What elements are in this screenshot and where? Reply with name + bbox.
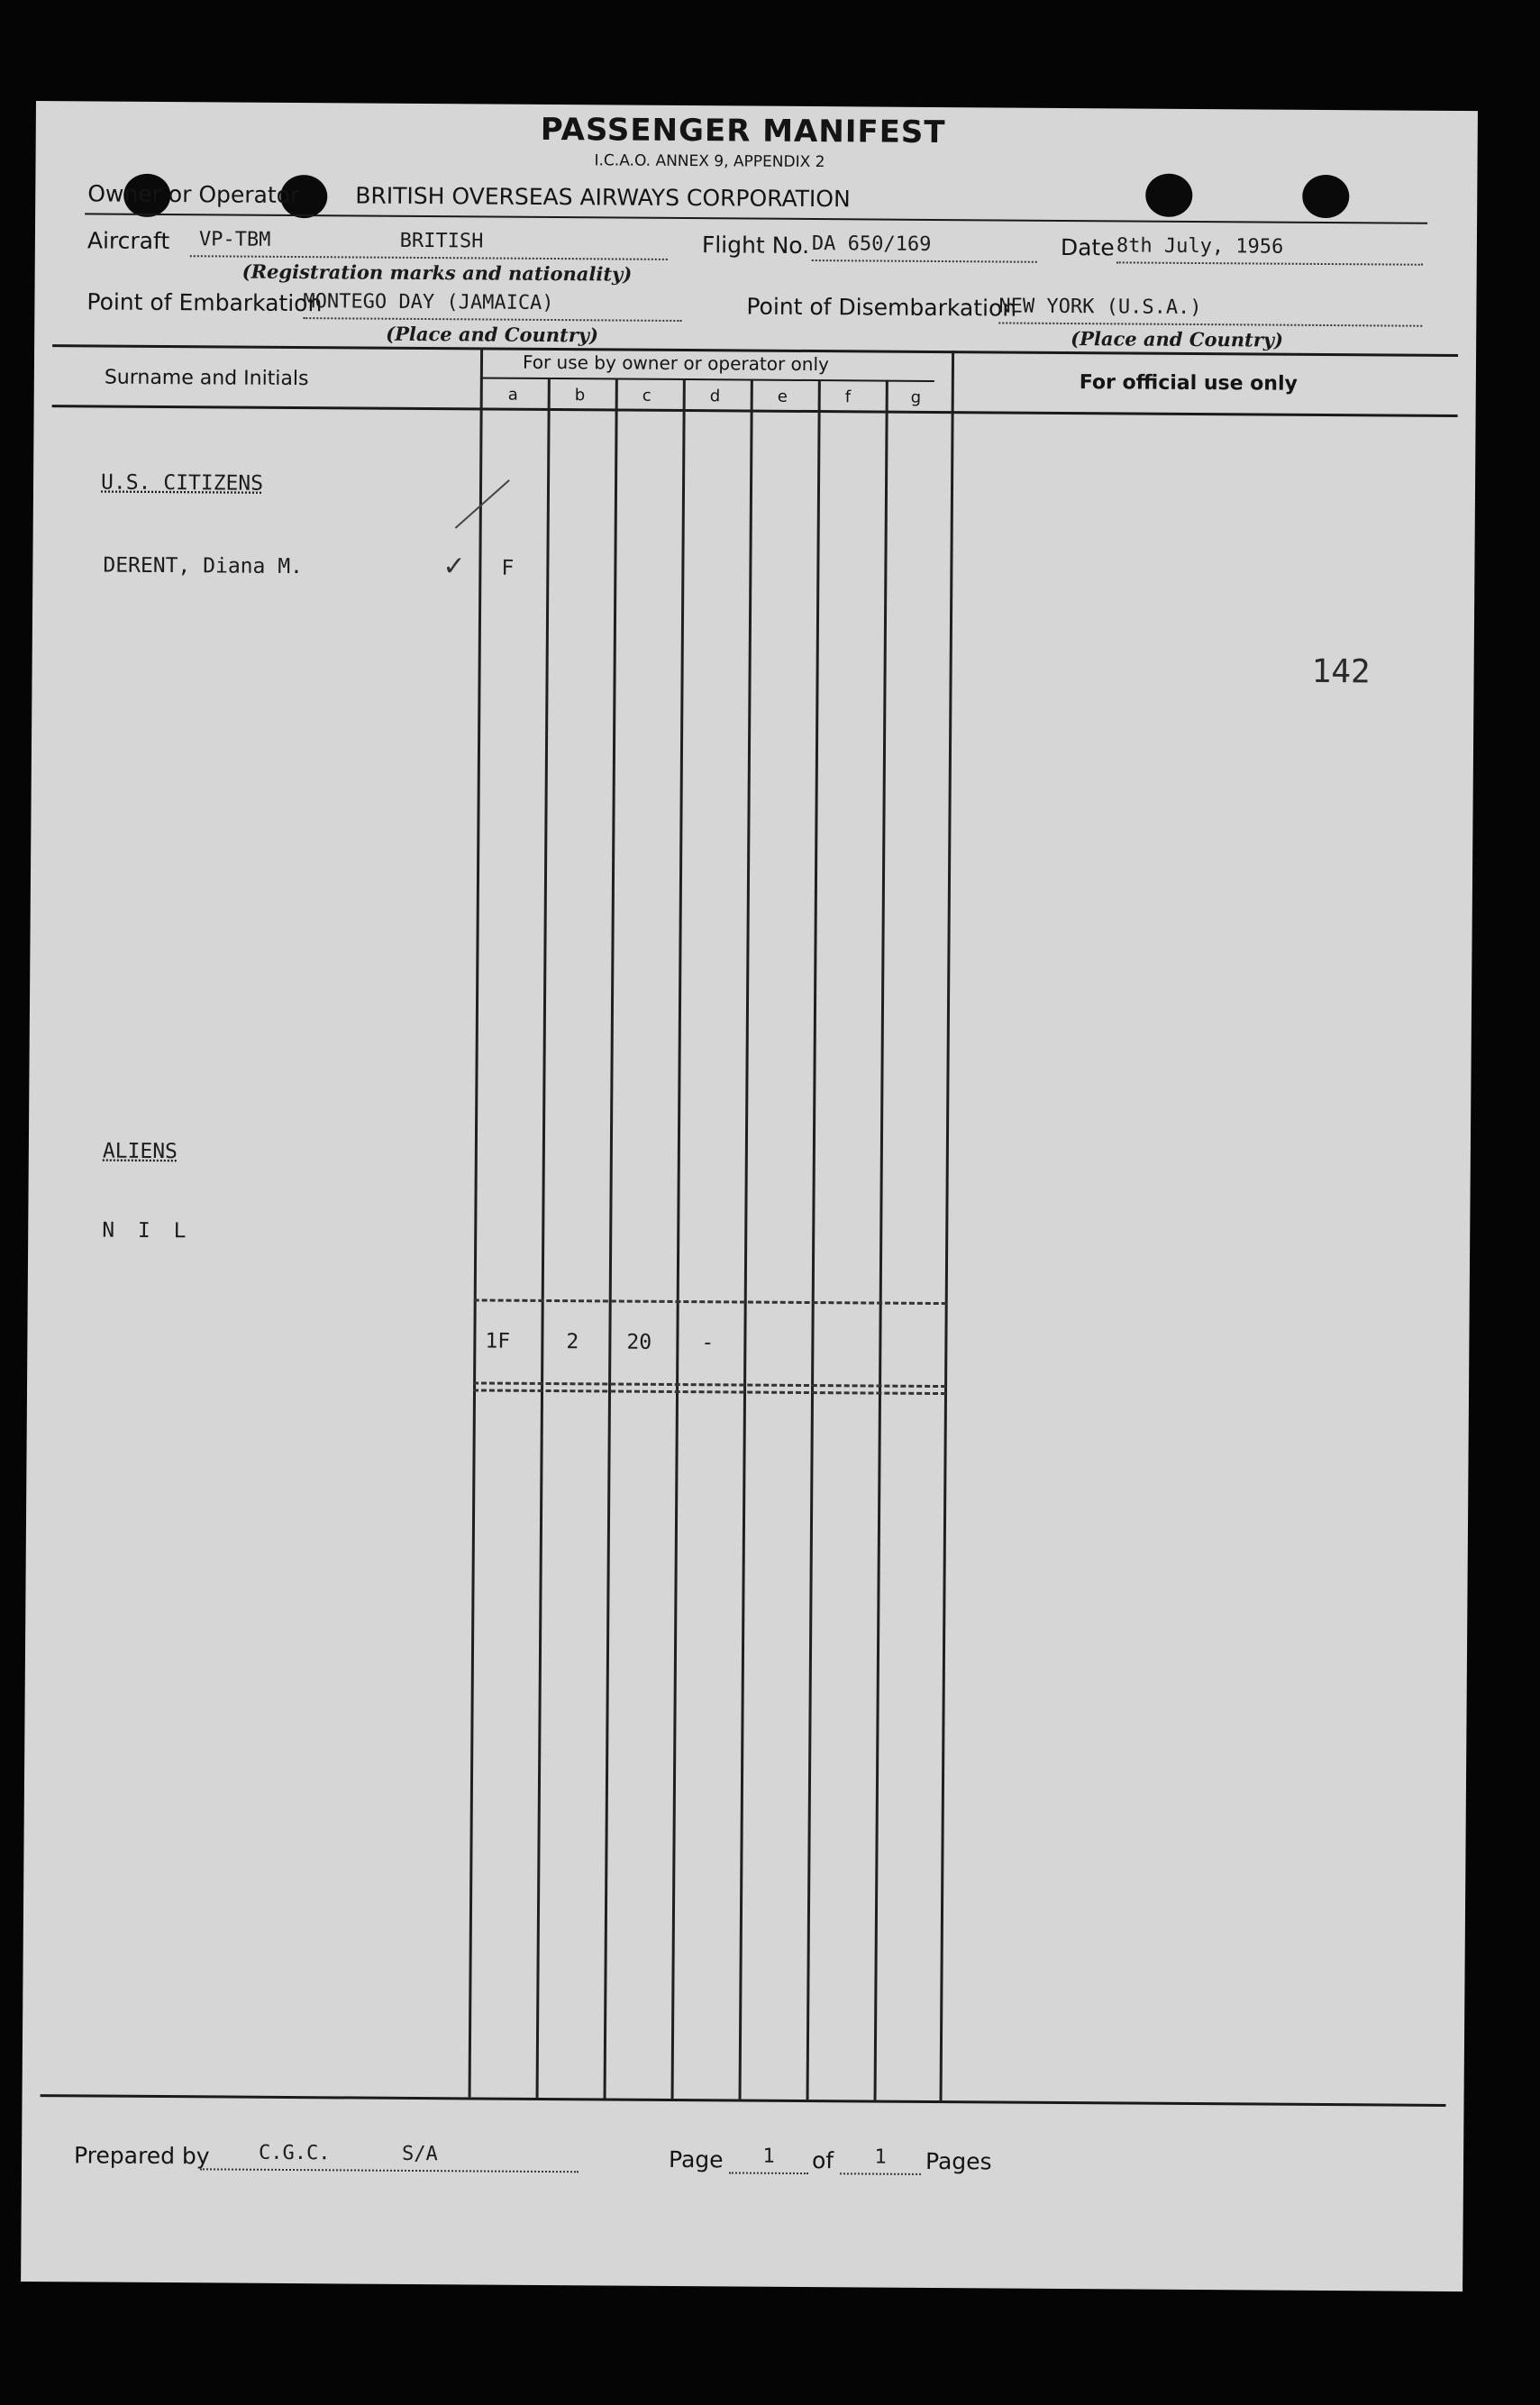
- totals-bottom-rule: [473, 1381, 946, 1388]
- prepared-label: Prepared by: [73, 2142, 210, 2170]
- subcol-e: e: [777, 387, 788, 406]
- check-mark-icon: ✓: [442, 551, 466, 583]
- manifest-sheet: [21, 101, 1478, 2291]
- passenger-name: DERENT, Diana M.: [103, 553, 304, 579]
- section-aliens: ALIENS: [102, 1139, 178, 1164]
- subcol-d: d: [709, 387, 721, 406]
- flight-label: Flight No.: [701, 232, 810, 259]
- form-title: PASSENGER MANIFEST: [540, 111, 946, 151]
- col-official-header: For official use only: [1079, 371, 1298, 396]
- date-label: Date: [1060, 233, 1115, 261]
- registration-value: VP-TBM: [198, 228, 271, 251]
- footer-rule: [41, 2094, 1446, 2107]
- aircraft-label: Aircraft: [87, 227, 170, 255]
- table-header-rule: [52, 405, 1458, 417]
- page-label: Page: [668, 2145, 724, 2173]
- col-divider: [806, 379, 821, 2100]
- col-divider: [874, 380, 888, 2100]
- disembark-caption: (Place and Country): [1071, 327, 1284, 351]
- col-surname-header: Surname and Initials: [104, 366, 309, 391]
- total-col-a: 1F: [485, 1329, 511, 1353]
- aliens-value: N I L: [102, 1218, 192, 1243]
- embark-value: MONTEGO DAY (JAMAICA): [303, 290, 681, 322]
- pages-value: 1: [840, 2145, 921, 2175]
- col-divider: [604, 378, 618, 2098]
- total-col-b: 2: [566, 1330, 579, 1354]
- subcol-f: f: [844, 387, 852, 407]
- nationality-value: BRITISH: [399, 229, 484, 253]
- page-value: 1: [729, 2145, 808, 2174]
- date-value: 8th July, 1956: [1116, 234, 1423, 265]
- form-subtitle: I.C.A.O. ANNEX 9, APPENDIX 2: [594, 151, 825, 172]
- owner-value: BRITISH OVERSEAS AIRWAYS CORPORATION: [355, 182, 851, 213]
- col-divider: [469, 347, 484, 2097]
- flight-value: DA 650/169: [812, 232, 1037, 263]
- owner-label: Owner or Operator: [87, 180, 300, 209]
- subcol-b: b: [574, 386, 586, 405]
- subcol-a: a: [507, 385, 518, 405]
- subcol-c: c: [642, 386, 652, 405]
- col-divider: [940, 351, 955, 2100]
- total-col-d: -: [701, 1331, 715, 1355]
- check-stroke-icon: [455, 479, 510, 529]
- subcol-g: g: [910, 387, 922, 407]
- embark-label: Point of Embarkation: [87, 288, 323, 317]
- punch-hole-icon: [1302, 175, 1349, 218]
- disembark-value: NEW YORK (U.S.A.): [998, 295, 1422, 326]
- section-us-citizens: U.S. CITIZENS: [100, 470, 264, 496]
- pages-label: Pages: [925, 2147, 992, 2175]
- of-label: of: [811, 2147, 834, 2174]
- punch-hole-icon: [1145, 174, 1192, 217]
- col-divider: [536, 378, 551, 2098]
- col-operator-header: For use by owner or operator only: [522, 351, 829, 376]
- owner-underline: [85, 213, 1427, 223]
- total-col-c: 20: [626, 1330, 652, 1354]
- aircraft-caption: (Registration marks and nationality): [241, 260, 633, 286]
- passenger-col-a: F: [501, 556, 515, 580]
- totals-top-rule: [474, 1298, 947, 1305]
- disembark-label: Point of Disembarkation: [746, 293, 1017, 322]
- col-divider: [671, 378, 686, 2099]
- official-number: 142: [1311, 652, 1371, 691]
- aircraft-value: [190, 228, 668, 260]
- prepared-value: C.G.C. S/A: [200, 2141, 579, 2173]
- totals-bottom-rule: [473, 1389, 946, 1395]
- col-divider: [739, 379, 753, 2100]
- embark-caption: (Place and Country): [386, 322, 599, 347]
